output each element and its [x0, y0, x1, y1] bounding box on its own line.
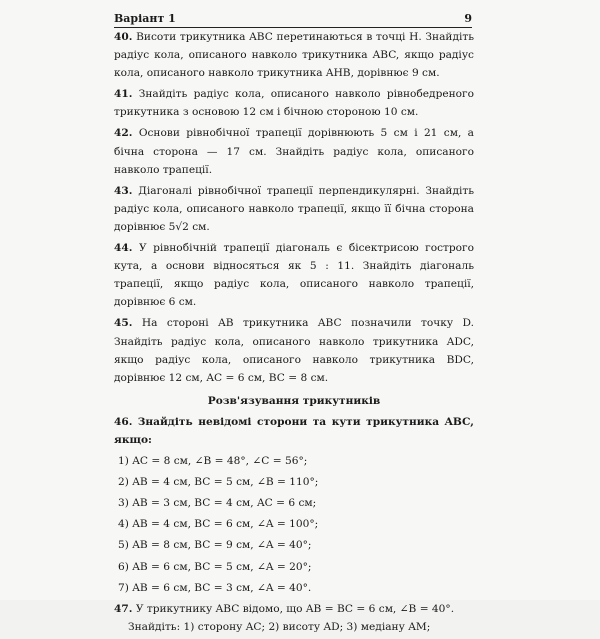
- problem-47: [114, 600, 474, 636]
- page-number: 9: [464, 12, 472, 25]
- section-heading: Розв'язування трикутників: [207, 394, 381, 407]
- problem-text: Знайдіть радіус кола, описаного навколо рівнобедреного трикутника з основою 12 см і бічною стороною 10 см.: [114, 88, 474, 119]
- subitem-2: 2) AB = 4 см, BC = 5 см, ∠B = 110°;: [118, 476, 319, 489]
- subitem-7: 7) AB = 6 см, BC = 3 см, ∠A = 40°.: [118, 581, 312, 594]
- problem-number: 46.: [114, 415, 133, 428]
- running-header: [114, 8, 472, 28]
- problem-text: У трикутнику ABC відомо, що AB = BC = 6 см, ∠B = 40°.: [135, 602, 455, 615]
- problem-40: [114, 28, 474, 82]
- problem-44: [114, 239, 474, 311]
- problem-number: 47.: [114, 602, 133, 615]
- problem-41: [114, 85, 474, 121]
- problems-content: [114, 28, 474, 639]
- subitem-5: 5) AB = 8 см, BC = 9 см, ∠A = 40°;: [118, 539, 312, 552]
- problem-42: [114, 124, 474, 178]
- problem-number: 40.: [114, 31, 133, 43]
- problem-46: [114, 413, 474, 597]
- problem-number: 43.: [114, 184, 133, 197]
- problem-number: 44.: [114, 242, 133, 255]
- subitem-4: 4) AB = 4 см, BC = 6 см, ∠A = 100°;: [118, 518, 319, 531]
- problem-text: Висоти трикутника ABC перетинаються в точці H. Знайдіть радіус кола, описаного навколо трикутника ABC, якщо радіус кола, описаного навколо трикутника AHB, дорівнює 9 см.: [114, 31, 474, 80]
- subitem-6: 6) AB = 6 см, BC = 5 см, ∠A = 20°;: [118, 560, 312, 573]
- subitem-1: 1) AC = 8 см, ∠B = 48°, ∠C = 56°;: [118, 455, 308, 468]
- problem-text: Діагоналі рівнобічної трапеції перпендикулярні. Знайдіть радіус кола, описаного навколо трапеції, якщо її бічна сторона дорівнює 5√2 см.: [114, 184, 474, 233]
- problem-number: 42.: [114, 127, 133, 140]
- problem-text: На стороні AB трикутника ABC позначили точку D. Знайдіть радіус кола, описаного навколо трикутника ADC, якщо радіус кола, описаного навколо трикутника BDC, дорівнює 12 см, AC = 6 см, BC = 8 см.: [114, 317, 474, 384]
- problem-number: 45.: [114, 317, 133, 330]
- problem-number: 41.: [114, 88, 133, 101]
- subitem-3: 3) AB = 3 см, BC = 4 см, AC = 6 см;: [118, 497, 317, 510]
- problem-text: У рівнобічній трапеції діагональ є бісектрисою гострого кута, а основи відносяться як 5 : 11. Знайдіть діагональ трапеції, якщо радіус кола, описаного навколо трапеції, дорівнює 6 см.: [114, 242, 474, 309]
- problem-text-continued: Знайдіть: 1) сторону AC; 2) висоту AD; 3) медіану AM;: [128, 620, 431, 633]
- problem-43: [114, 182, 474, 236]
- problem-text: Знайдіть невідомі сторони та кути трикутника ABC, якщо:: [114, 415, 474, 446]
- problem-text: Основи рівнобічної трапеції дорівнюють 5 см і 21 см, а бічна сторона — 17 см. Знайдіть радіус кола, описаного навколо трапеції.: [114, 127, 474, 176]
- problem-45: [114, 314, 474, 386]
- variant-label: Варіант 1: [114, 12, 176, 25]
